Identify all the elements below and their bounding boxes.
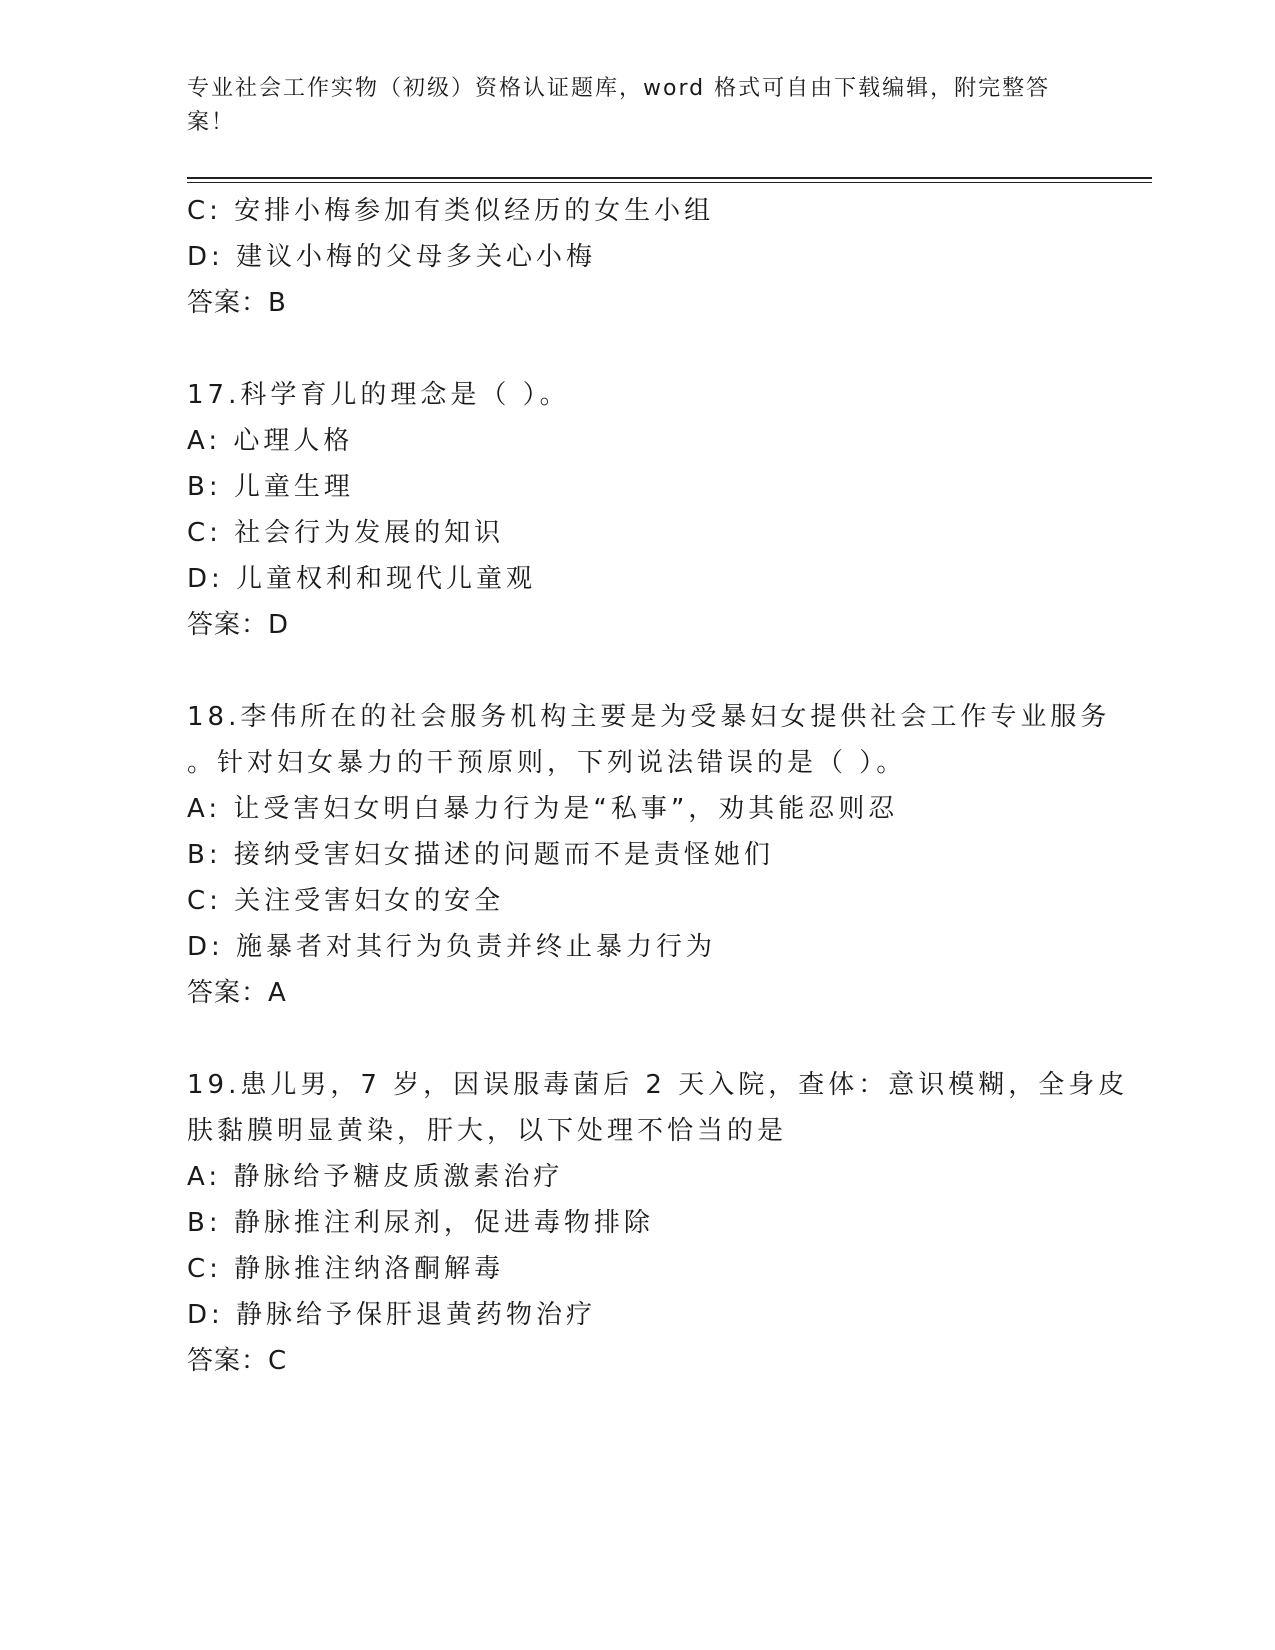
question-stem-line-1: 18.李伟所在的社会服务机构主要是为受暴妇女提供社会工作专业服务 — [187, 702, 1111, 732]
spacer — [187, 326, 1087, 372]
question-19 — [187, 1062, 1129, 1384]
answer-line: 答案：A — [187, 978, 287, 1008]
option-a: A: 静脉给予糖皮质激素治疗 — [187, 1162, 564, 1192]
option-c: C: 社会行为发展的知识 — [187, 518, 505, 548]
option-d: D: 静脉给予保肝退黄药物治疗 — [187, 1300, 597, 1330]
option-b: B: 接纳受害妇女描述的问题而不是责怪她们 — [187, 840, 774, 870]
option-a: A: 让受害妇女明白暴力行为是“私事”，劝其能忍则忍 — [187, 794, 899, 824]
option-c: C: 关注受害妇女的安全 — [187, 886, 505, 916]
question-18 — [187, 694, 1111, 1016]
answer-line: 答案：B — [187, 288, 287, 318]
question-stem-line-2: 。针对妇女暴力的干预原则，下列说法错误的是（ ）。 — [187, 748, 907, 778]
option-d: D: 儿童权利和现代儿童观 — [187, 564, 537, 594]
answer-line: 答案：D — [187, 610, 290, 640]
header-title: 专业社会工作实物（初级）资格认证题库，word 格式可自由下载编辑，附完整答案！ — [187, 76, 1051, 135]
question-list — [187, 188, 1129, 1384]
document-header — [187, 72, 1067, 140]
question-stem-line-2: 肤黏膜明显黄染，肝大，以下处理不恰当的是 — [187, 1116, 788, 1146]
question-stem-line-1: 19.患儿男，7 岁，因误服毒菌后 2 天入院，查体：意识模糊，全身皮 — [187, 1070, 1129, 1100]
option-a: A: 心理人格 — [187, 426, 354, 456]
option-b: B: 静脉推注利尿剂，促进毒物排除 — [187, 1208, 654, 1238]
option-c: C: 静脉推注纳洛酮解毒 — [187, 1254, 505, 1284]
spacer — [187, 1016, 1087, 1062]
option-d: D: 建议小梅的父母多关心小梅 — [187, 242, 597, 272]
question-17 — [187, 372, 1087, 648]
question-16-tail — [187, 188, 1087, 326]
option-c: C: 安排小梅参加有类似经历的女生小组 — [187, 196, 715, 226]
spacer — [187, 648, 1087, 694]
option-b: B: 儿童生理 — [187, 472, 354, 502]
question-stem: 17.科学育儿的理念是（ ）。 — [187, 380, 570, 410]
header-divider-thin — [187, 182, 1152, 183]
answer-line: 答案：C — [187, 1346, 288, 1376]
option-d: D: 施暴者对其行为负责并终止暴力行为 — [187, 932, 717, 962]
header-divider-thick — [187, 177, 1152, 179]
